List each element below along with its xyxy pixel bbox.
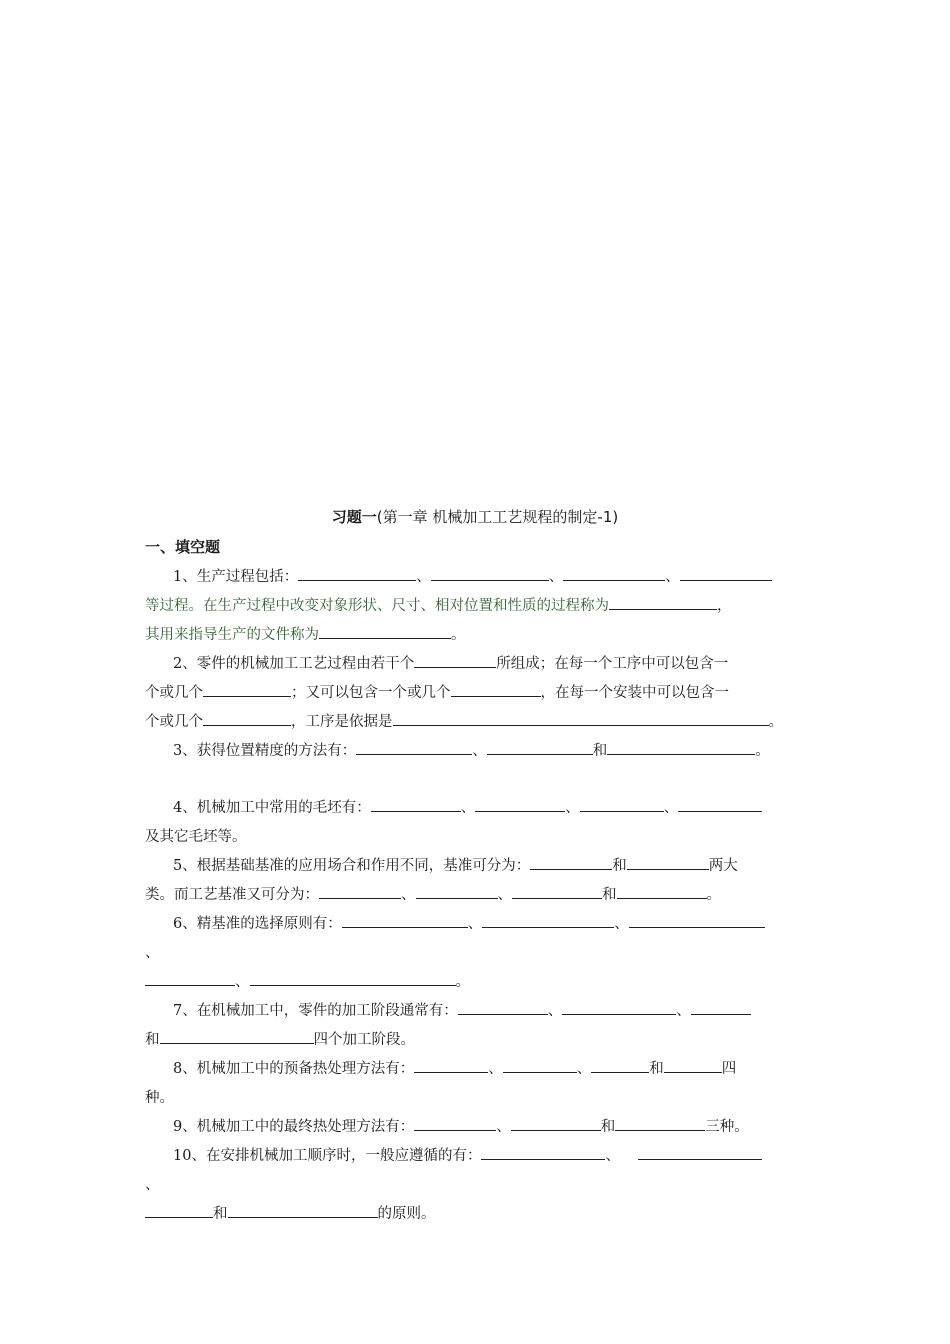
blank[interactable] [617,897,707,899]
blank[interactable] [530,868,612,870]
q5-line-2: 类。而工艺基准又可分为： 、 、 和 。 [145,887,721,903]
q1-line-3: 其用来指导生产的文件称为 。 [145,627,466,643]
blank[interactable] [691,1013,751,1015]
blank[interactable] [414,1071,488,1073]
blank[interactable] [414,1129,496,1131]
blank[interactable] [680,579,772,581]
blank[interactable] [431,579,549,581]
blank[interactable] [591,1071,649,1073]
q6-line-3: 、 。 [145,970,805,991]
q7-line-1: 7、在机械加工中，零件的加工阶段通常有： 、 、 [173,999,805,1020]
blank[interactable] [228,1216,378,1218]
q8-line-2: 种。 [145,1090,174,1106]
q2-line-3: 个或几个 ，工序是依据是 。 [145,714,783,730]
blank[interactable] [250,984,456,986]
blank[interactable] [203,724,291,726]
blank[interactable] [629,926,765,928]
blank[interactable] [609,608,717,610]
blank[interactable] [563,579,665,581]
blank[interactable] [638,1158,762,1160]
q5-line-1: 5、根据基础基准的应用场合和作用不同，基准可分为： 和 两大 [173,858,738,874]
q4-line-2: 及其它毛坯等。 [145,829,247,845]
blank[interactable] [607,753,755,755]
blank[interactable] [416,897,498,899]
section-heading: 一、填空题 [145,538,221,556]
blank[interactable] [371,810,461,812]
blank[interactable] [160,1042,314,1044]
blank[interactable] [487,753,593,755]
blank[interactable] [356,753,472,755]
blank[interactable] [145,1216,213,1218]
blank[interactable] [393,724,769,726]
q10-line-3: 和 的原则。 [145,1202,805,1223]
blank[interactable] [145,984,235,986]
blank[interactable] [298,579,416,581]
q1-line-2: 等过程。在生产过程中改变对象形状、尺寸、相对位置和性质的过程称为 ， [145,598,732,614]
blank[interactable] [451,695,541,697]
blank[interactable] [414,666,496,668]
q7-line-2: 和 四个加工阶段。 [145,1032,415,1048]
blank[interactable] [627,868,709,870]
blank[interactable] [503,1071,577,1073]
title-sub: (第一章 机械加工工艺规程的制定-1) [376,508,619,526]
q1-line-1: 1、生产过程包括： 、 、 、 [173,565,805,586]
blank[interactable] [458,1013,548,1015]
blank[interactable] [678,810,762,812]
blank[interactable] [482,926,614,928]
q9-line-1: 9、机械加工中的最终热处理方法有： 、 和 三种。 [173,1119,749,1135]
blank[interactable] [512,897,602,899]
title-main: 习题一 [331,508,377,526]
q3-line-1: 3、获得位置精度的方法有： 、 和 。 [173,743,770,759]
q8-line-1: 8、机械加工中的预备热处理方法有： 、 、 和 四 [173,1061,737,1077]
blank[interactable] [664,1071,722,1073]
blank[interactable] [562,1013,676,1015]
q4-line-1: 4、机械加工中常用的毛坯有： 、 、 、 [173,796,805,817]
q10-line-1: 10、在安排机械加工顺序时，一般应遵循的有： 、 [173,1144,805,1165]
q10-line-2: 、 [145,1177,160,1193]
q2-line-2: 个或几个 ；又可以包含一个或几个 ，在每一个安装中可以包含一 [145,685,729,701]
blank[interactable] [615,1129,705,1131]
blank[interactable] [475,810,565,812]
blank[interactable] [319,897,401,899]
blank[interactable] [511,1129,601,1131]
blank[interactable] [203,695,291,697]
q6-line-1: 6、精基准的选择原则有： 、 、 [173,912,805,933]
blank[interactable] [481,1158,605,1160]
blank[interactable] [580,810,664,812]
blank[interactable] [342,926,468,928]
page-title [0,506,950,527]
q2-line-1: 2、零件的机械加工工艺过程由若干个 所组成；在每一个工序中可以包含一 [173,656,729,672]
q6-line-2: 、 [145,945,160,961]
blank[interactable] [319,637,451,639]
